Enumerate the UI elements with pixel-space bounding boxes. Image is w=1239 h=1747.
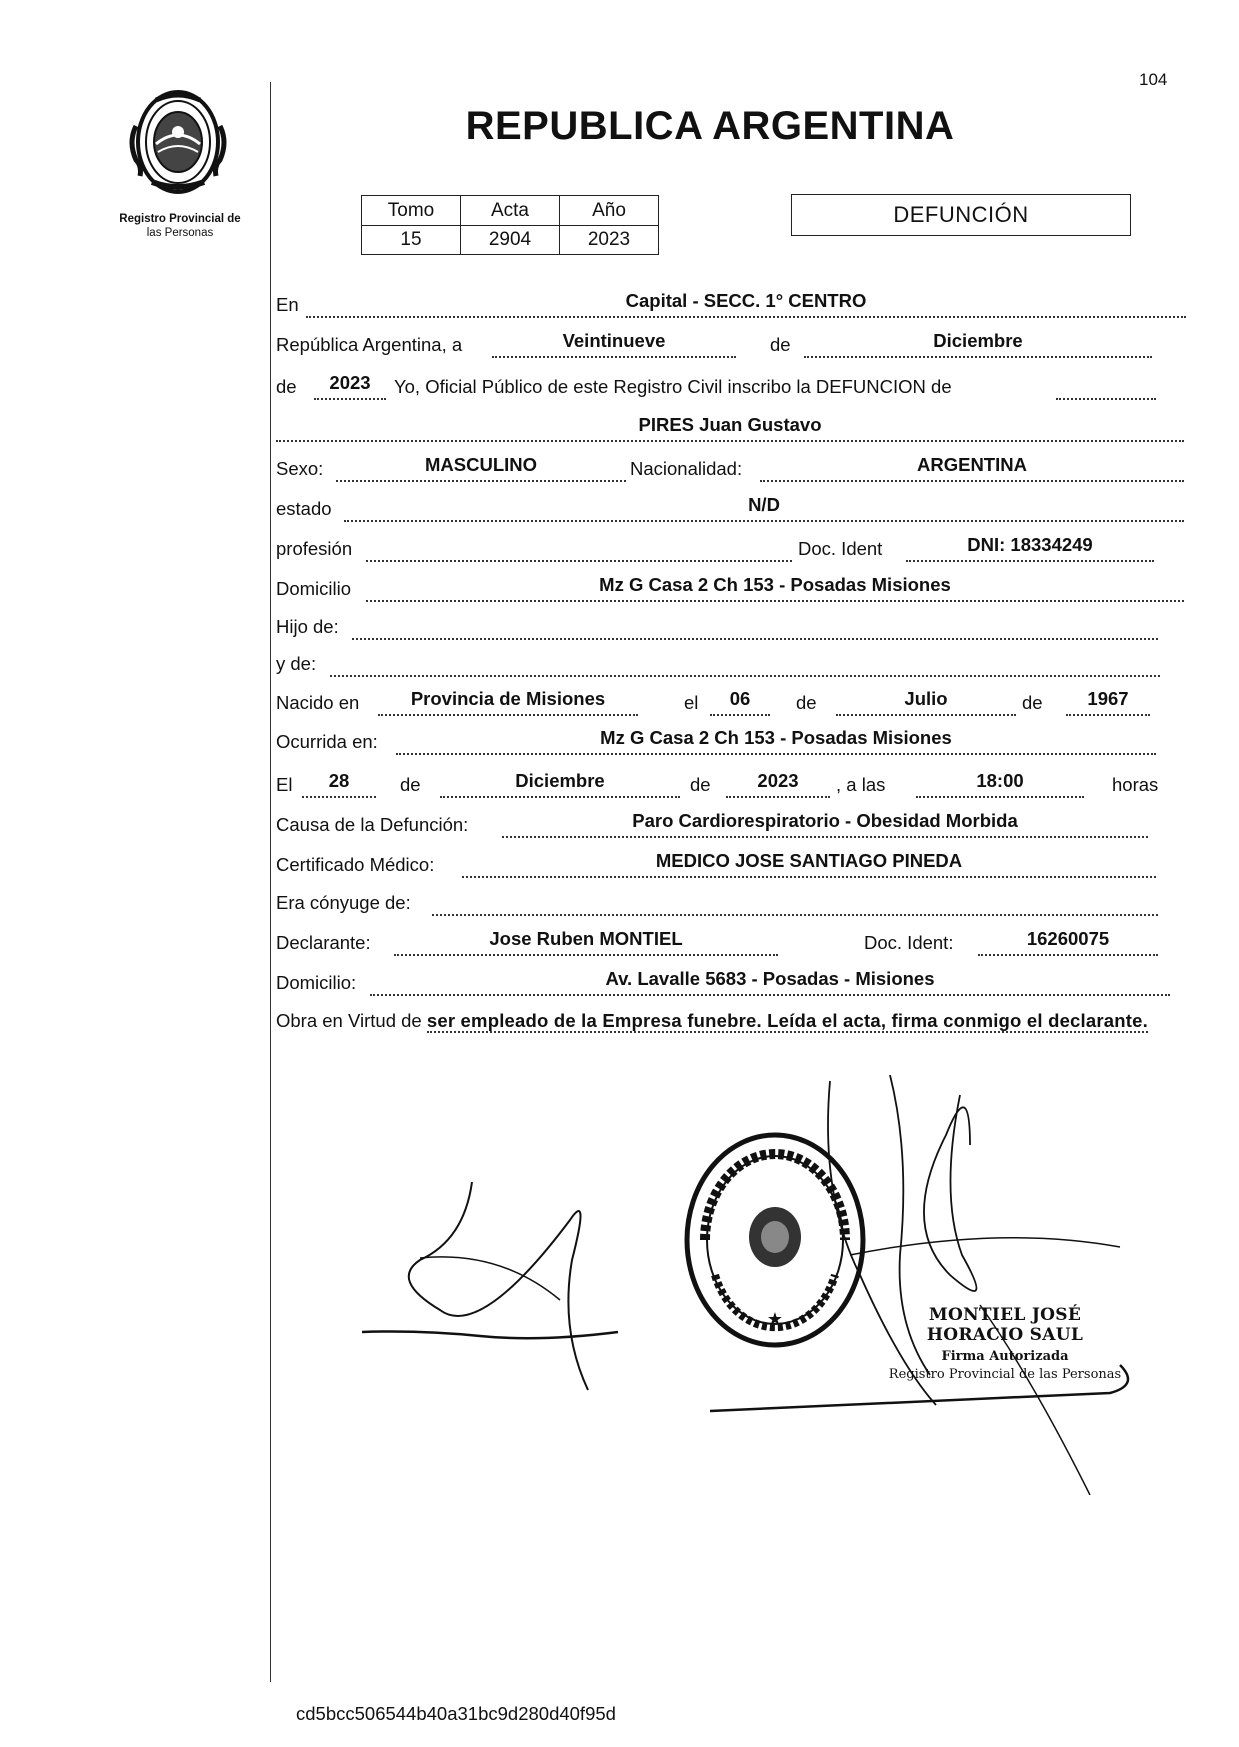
margin-rule	[270, 82, 271, 1682]
tomo-header: Tomo	[362, 196, 461, 226]
day-value: Veintinueve	[562, 330, 666, 351]
death-day-field	[302, 766, 376, 798]
causa-value: Paro Cardiorespiratorio - Obesidad Morbida	[632, 810, 1018, 831]
doc-ident-label: Doc. Ident:	[864, 932, 954, 953]
causa-label: Causa de la Defunción:	[276, 814, 469, 835]
ocurrida-value: Mz G Casa 2 Ch 153 - Posadas Misiones	[600, 727, 952, 748]
death-day-value: 28	[328, 770, 350, 791]
deceased-name-field	[276, 410, 1184, 442]
yde-field	[330, 645, 1160, 677]
conyuge-field	[432, 884, 1158, 916]
domicilio2-value: Av. Lavalle 5683 - Posadas - Misiones	[605, 968, 935, 989]
officer-org: Registro Provincial de las Personas	[888, 1367, 1122, 1382]
declarante-doc-value: 16260075	[1026, 928, 1110, 949]
birth-day-field	[710, 684, 770, 716]
acta-value: 2904	[461, 226, 560, 255]
declarante-field	[394, 924, 778, 956]
month-field	[804, 326, 1152, 358]
birth-year-value: 1967	[1087, 688, 1129, 709]
document-hash: cd5bcc506544b40a31bc9d280d40f95d	[296, 1703, 616, 1724]
domicilio-label: Domicilio	[276, 578, 352, 599]
year-value: 2023	[329, 372, 371, 393]
horas-label: horas	[1112, 774, 1159, 795]
conyuge-label: Era cónyuge de:	[276, 892, 411, 913]
domicilio2-label: Domicilio:	[276, 972, 357, 993]
death-year-value: 2023	[757, 770, 799, 791]
death-month-value: Diciembre	[515, 770, 605, 791]
domicilio-value: Mz G Casa 2 Ch 153 - Posadas Misiones	[599, 574, 951, 595]
domicilio2-field	[370, 964, 1170, 996]
anio-header: Año	[560, 196, 659, 226]
sexo-label: Sexo:	[276, 458, 324, 479]
doc-label: Doc. Ident	[798, 538, 883, 559]
sexo-value: MASCULINO	[424, 454, 538, 475]
officer-signature-block	[880, 1305, 1130, 1382]
de-label-6: de	[690, 774, 711, 795]
record-type-box: DEFUNCIÓN	[791, 194, 1131, 236]
record-table	[361, 195, 659, 255]
ocurrida-field	[396, 723, 1156, 755]
alas-label: , a las	[836, 774, 886, 795]
registry-line-2: las Personas	[146, 227, 214, 239]
place-value: Capital - SECC. 1° CENTRO	[625, 290, 867, 311]
provincial-seal-icon	[122, 86, 234, 198]
declarante-value: Jose Ruben MONTIEL	[489, 928, 683, 949]
declarante-doc-field	[978, 924, 1158, 956]
en-label: En	[276, 294, 299, 315]
de-label-4: de	[1022, 692, 1043, 713]
estado-field	[344, 490, 1184, 522]
doc-value: DNI: 18334249	[967, 534, 1093, 555]
birth-month-field	[836, 684, 1016, 716]
el-cap-label: El	[276, 774, 293, 795]
anio-value: 2023	[560, 226, 659, 255]
de-label-5: de	[400, 774, 421, 795]
inscribo-text: Yo, Oficial Público de este Registro Civil inscribo la DEFUNCION de	[394, 376, 952, 397]
de-label-1: de	[770, 334, 791, 355]
de-label-3: de	[796, 692, 817, 713]
tomo-value: 15	[362, 226, 461, 255]
deceased-name-value: PIRES Juan Gustavo	[638, 414, 822, 435]
profesion-field	[366, 530, 792, 562]
ocurrida-label: Ocurrida en:	[276, 731, 378, 752]
de-label-2: de	[276, 376, 297, 397]
domicilio-field	[366, 570, 1184, 602]
year-field	[314, 368, 386, 400]
hijo-label: Hijo de:	[276, 616, 339, 637]
republica-label: República Argentina, a	[276, 334, 463, 355]
el-label: el	[684, 692, 699, 713]
certificado-label: Certificado Médico:	[276, 854, 435, 875]
estado-label: estado	[276, 498, 332, 519]
acta-header: Acta	[461, 196, 560, 226]
declarant-signature-icon	[360, 1180, 620, 1400]
page-number: 104	[1139, 70, 1168, 89]
sexo-field	[336, 450, 626, 482]
page-title: REPUBLICA ARGENTINA	[465, 104, 955, 148]
svg-text:★: ★	[766, 1309, 784, 1329]
officer-name: MONTIEL JOSÉ HORACIO SAUL	[926, 1305, 1084, 1345]
death-time-value: 18:00	[976, 770, 1024, 791]
death-time-field	[916, 766, 1084, 798]
causa-field	[502, 806, 1148, 838]
nacido-label: Nacido en	[276, 692, 360, 713]
month-value: Diciembre	[933, 330, 1023, 351]
inscribo-blank	[1056, 368, 1156, 400]
place-field	[306, 286, 1186, 318]
birth-year-field	[1066, 684, 1150, 716]
death-month-field	[440, 766, 680, 798]
day-field	[492, 326, 736, 358]
obra-paragraph	[276, 1003, 1176, 1039]
birth-month-value: Julio	[904, 688, 948, 709]
death-year-field	[726, 766, 830, 798]
nacido-field	[378, 684, 638, 716]
certificado-value: MEDICO JOSE SANTIAGO PINEDA	[655, 850, 963, 871]
certificado-field	[462, 846, 1156, 878]
obra-label: Obra en Virtud de	[276, 1010, 422, 1031]
registry-line-1: Registro Provincial de	[119, 213, 241, 225]
registry-caption	[96, 212, 264, 240]
hijo-field	[352, 608, 1158, 640]
officer-signature-icon	[700, 1075, 1180, 1495]
doc-field	[906, 530, 1154, 562]
nacionalidad-label: Nacionalidad:	[630, 458, 743, 479]
nacido-value: Provincia de Misiones	[410, 688, 606, 709]
obra-value: ser empleado de la Empresa funebre. Leída el acta, firma conmigo el declarante.	[426, 1010, 1148, 1031]
yde-label: y de:	[276, 653, 317, 674]
declarante-label: Declarante:	[276, 932, 371, 953]
officer-role: Firma Autorizada	[941, 1349, 1069, 1364]
profesion-label: profesión	[276, 538, 353, 559]
birth-day-value: 06	[729, 688, 751, 709]
nacionalidad-value: ARGENTINA	[917, 454, 1027, 475]
estado-value: N/D	[748, 494, 780, 515]
nacionalidad-field	[760, 450, 1184, 482]
